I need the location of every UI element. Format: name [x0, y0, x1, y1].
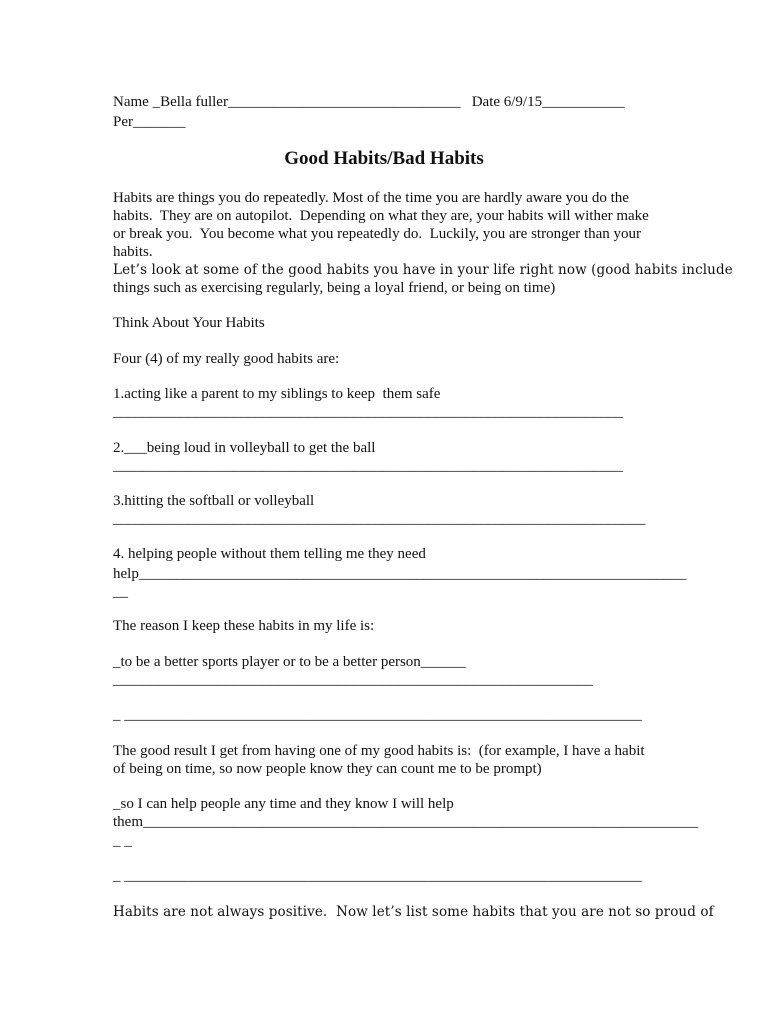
habit-1-rule: ____________________________________________________________________ [113, 404, 623, 420]
bad-habits-intro: Habits are not always positive. Now let’s list some habits that you are not so proud of [113, 904, 714, 920]
result-rule: _ _____________________________________________________________________ [113, 868, 642, 884]
intro-line-5: Let’s look at some of the good habits you have in your life right now (good habits include [113, 262, 733, 278]
result-prompt-line-1: The good result I get from having one of my good habits is: (for example, I have a habit [113, 743, 645, 759]
intro-line-4: habits. [113, 244, 153, 260]
think-heading: Think About Your Habits [113, 315, 265, 331]
reason-rule-1: ________________________________________________________________ [113, 672, 593, 688]
result-answer-line-3: _ _ [113, 833, 132, 849]
habit-2-rule: ____________________________________________________________________ [113, 458, 623, 474]
habit-3-rule: _______________________________________________________________________ [113, 511, 646, 527]
period-line: Per_______ [113, 114, 186, 130]
four-habits-prompt: Four (4) of my really good habits are: [113, 351, 340, 367]
intro-line-1: Habits are things you do repeatedly. Most of the time you are hardly aware you do the [113, 190, 629, 206]
reason-rule-2: _ _____________________________________________________________________ [113, 707, 642, 723]
habit-3-answer: 3.hitting the softball or volleyball [113, 493, 315, 509]
intro-line-6: things such as exercising regularly, being a loyal friend, or being on time) [113, 280, 556, 296]
reason-prompt: The reason I keep these habits in my life is: [113, 618, 375, 634]
intro-line-3: or break you. You become what you repeatedly do. Luckily, you are stronger than your [113, 226, 642, 242]
habit-2-answer: 2.___being loud in volleyball to get the ball [113, 440, 376, 456]
result-answer-line-2: them__________________________________________________________________________ [113, 814, 698, 830]
habit-1-answer: 1.acting like a parent to my siblings to keep them safe [113, 386, 441, 402]
habit-4-answer-line-1: 4. helping people without them telling me they need [113, 546, 426, 562]
habit-4-answer-line-3: __ [113, 584, 128, 600]
worksheet-title: Good Habits/Bad Habits [284, 148, 484, 169]
result-prompt-line-2: of being on time, so now people know they can count me to be prompt) [113, 761, 542, 777]
reason-answer: _to be a better sports player or to be a better person______ [113, 654, 466, 670]
name-date-line: Name _Bella fuller_______________________________ Date 6/9/15___________ [113, 94, 625, 110]
habit-4-answer-line-2: help_________________________________________________________________________ [113, 566, 687, 582]
result-answer-line-1: _so I can help people any time and they know I will help [113, 796, 454, 812]
intro-line-2: habits. They are on autopilot. Depending on what they are, your habits will wither make [113, 208, 649, 224]
